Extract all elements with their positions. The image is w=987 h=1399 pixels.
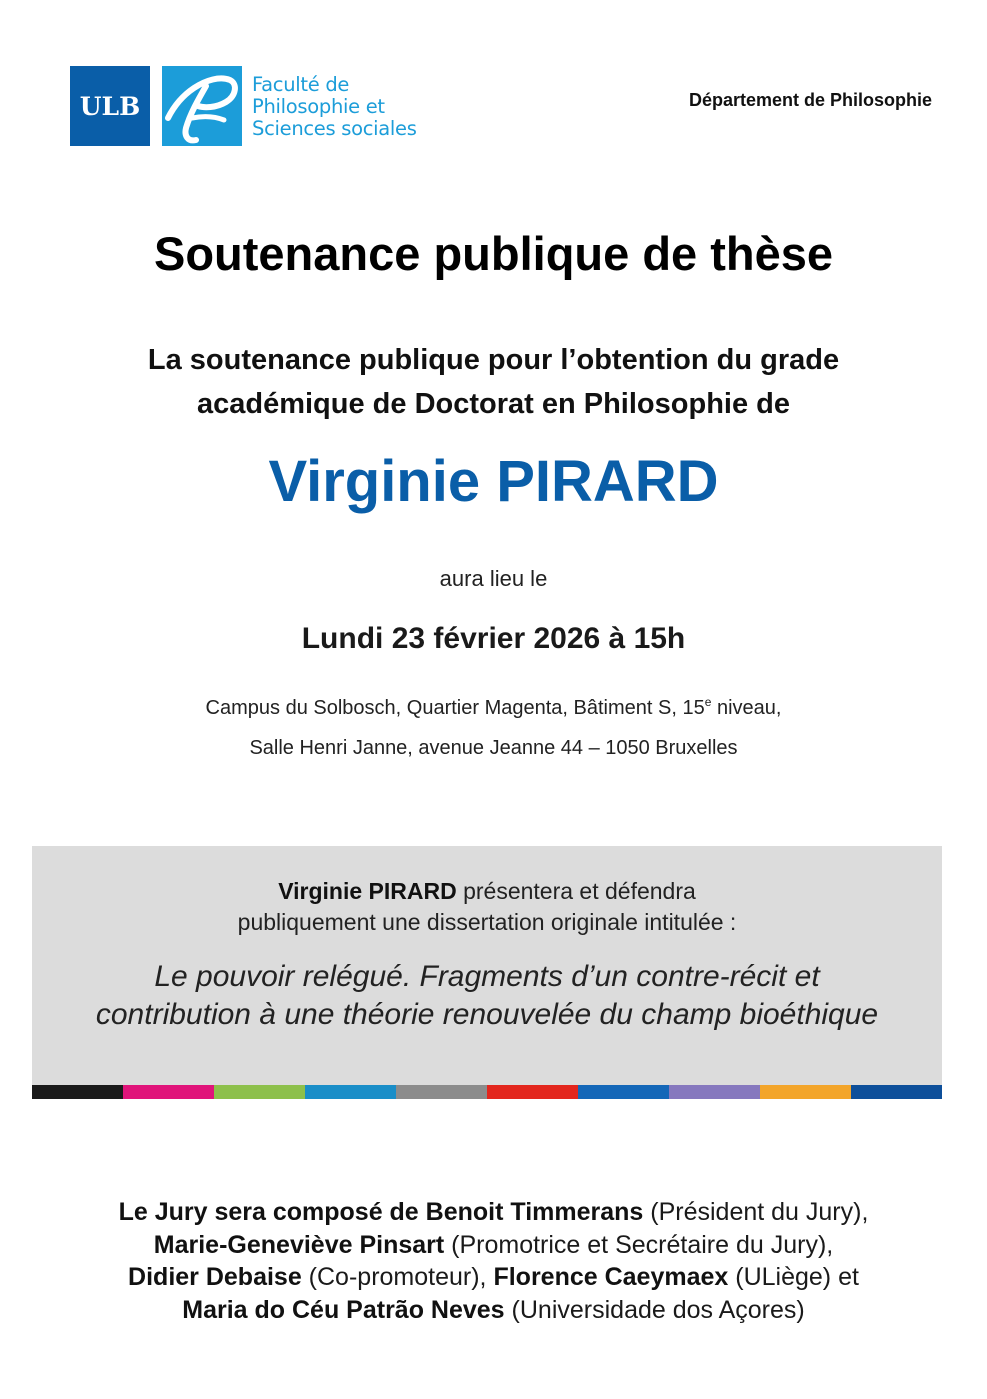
dissertation-title <box>32 958 942 1034</box>
jury-role: (ULiège) et <box>728 1263 859 1291</box>
jury-member: Didier Debaise <box>128 1263 302 1291</box>
presentation-line-1 <box>32 876 942 907</box>
subtitle-line: La soutenance publique pour l’obtention du grade <box>147 344 840 376</box>
address-line-2: Salle Henri Janne, avenue Jeanne 44 – 1050 Bruxelles <box>249 737 738 759</box>
address-line-1-end: niveau, <box>711 697 782 719</box>
aura-lieu-text: aura lieu le <box>439 566 548 591</box>
presentation-intro <box>32 876 942 938</box>
dissertation-title-line: Le pouvoir relégué. Fragments d’un contre-récit et <box>154 960 820 993</box>
faculty-name-line: Sciences sociales <box>252 117 417 140</box>
jury-role: (Co-promoteur), <box>301 1263 494 1291</box>
subtitle <box>0 338 987 426</box>
faculty-name-line: Philosophie et <box>252 95 385 118</box>
jury-member: Marie-Geneviève Pinsart <box>153 1230 445 1259</box>
color-bar-segment <box>396 1085 487 1099</box>
address-line-1-text: Campus du Solbosch, Quartier Magenta, Bâtiment S, 15 <box>205 697 705 719</box>
faculty-logo-mark <box>162 66 242 146</box>
color-bar <box>32 1085 942 1099</box>
color-bar-segment <box>305 1085 396 1099</box>
jury-composition <box>0 1196 987 1326</box>
color-bar-segment <box>578 1085 669 1099</box>
subtitle-line: académique de Doctorat en Philosophie de <box>196 388 790 420</box>
jury-role: (Promotrice et Secrétaire du Jury), <box>444 1230 834 1259</box>
jury-member: Florence Caeymaex <box>493 1263 729 1291</box>
ordinal-suffix: e <box>704 695 712 709</box>
presentation-line-1-text: présentera et défendra <box>456 878 696 904</box>
dissertation-title-line: contribution à une théorie renouvelée du champ bioéthique <box>95 998 879 1031</box>
presentation-line-2: publiquement une dissertation originale intitulée : <box>237 909 737 935</box>
jury-line <box>0 1229 987 1262</box>
color-bar-segment <box>32 1085 123 1099</box>
color-bar-segment <box>487 1085 578 1099</box>
address <box>0 688 987 768</box>
defense-date: Lundi 23 février 2026 à 15h <box>301 622 686 655</box>
candidate-name: Virginie PIRARD <box>268 449 719 514</box>
presenter-name: Virginie PIRARD <box>278 878 457 904</box>
ulb-logo-text: ULB <box>79 91 141 121</box>
jury-line <box>0 1196 987 1229</box>
color-bar-segment <box>851 1085 942 1099</box>
ulb-logo <box>70 66 150 146</box>
department-name: Département de Philosophie <box>688 90 932 110</box>
color-bar-segment <box>214 1085 305 1099</box>
faculty-name-line: Faculté de <box>252 73 350 96</box>
jury-member: Maria do Céu Patrão Neves <box>182 1295 505 1324</box>
jury-line <box>0 1294 987 1327</box>
jury-president: Le Jury sera composé de Benoit Timmerans <box>118 1198 644 1226</box>
address-line-1 <box>0 688 987 728</box>
color-bar-segment <box>760 1085 851 1099</box>
color-bar-segment <box>123 1085 214 1099</box>
faculty-swirl-icon <box>162 66 242 146</box>
faculty-name <box>252 74 417 140</box>
color-bar-segment <box>669 1085 760 1099</box>
jury-role: (Président du Jury), <box>643 1198 869 1226</box>
jury-line <box>0 1261 987 1294</box>
jury-role: (Universidade dos Açores) <box>504 1295 805 1324</box>
page-title: Soutenance publique de thèse <box>154 227 833 280</box>
